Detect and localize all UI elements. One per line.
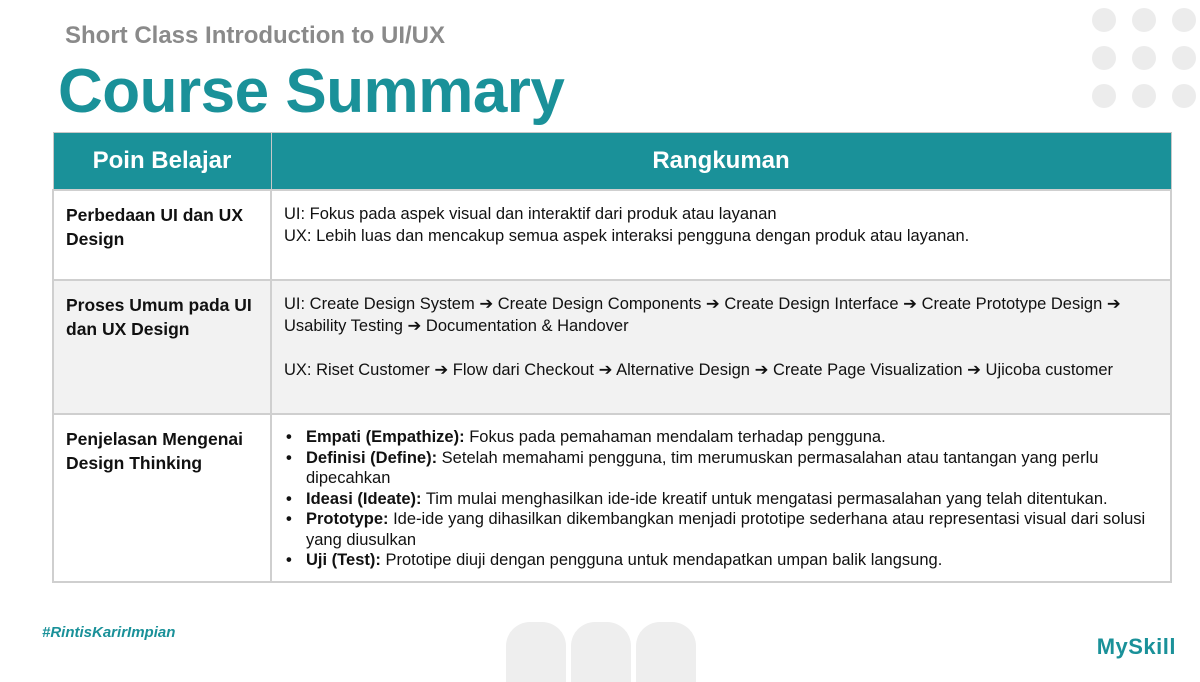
design-thinking-list xyxy=(284,427,1158,571)
list-item xyxy=(306,427,1158,448)
table-header-row xyxy=(53,133,1171,191)
decorative-arch xyxy=(506,622,566,682)
list-item-term: Ideasi (Ideate): xyxy=(306,489,422,508)
decorative-arch xyxy=(636,622,696,682)
summary-line: UX: Riset Customer ➔ Flow dari Checkout ➔ Alternative Design ➔ Create Page Visualization ➔ Ujicoba customer xyxy=(284,361,1114,379)
list-item-term: Definisi (Define): xyxy=(306,448,438,467)
list-item xyxy=(306,448,1158,489)
list-item xyxy=(306,489,1158,510)
column-header-summary: Rangkuman xyxy=(271,133,1171,191)
list-item-desc: Setelah memahami pengguna, tim merumuskan permasalahan atau tantangan yang perlu dipecahkan xyxy=(306,448,1099,487)
summary-line: UX: Lebih luas dan mencakup semua aspek interaksi pengguna dengan produk atau layanan. xyxy=(284,227,970,245)
row-point-ui-ux-difference: Perbedaan UI dan UX Design xyxy=(53,190,271,280)
list-item-desc: Tim mulai menghasilkan ide-ide kreatif untuk mengatasi permasalahan yang telah ditentukan. xyxy=(421,489,1108,508)
row-summary-design-process xyxy=(271,280,1171,414)
decorative-dot-grid xyxy=(1092,8,1200,112)
list-item xyxy=(306,509,1158,550)
row-summary-ui-ux-difference xyxy=(271,190,1171,280)
list-item-desc: Fokus pada pemahaman mendalam terhadap pengguna. xyxy=(464,428,886,446)
summary-line: UI: Fokus pada aspek visual dan interaktif dari produk atau layanan xyxy=(284,205,777,223)
brand-logo: MySkill xyxy=(1096,634,1176,659)
slide-subtitle: Short Class Introduction to UI/UX xyxy=(65,22,446,49)
course-summary-table xyxy=(52,132,1172,583)
column-header-point: Poin Belajar xyxy=(53,133,271,191)
row-summary-design-thinking xyxy=(271,414,1171,582)
list-item-desc: Ide-ide yang dihasilkan dikembangkan menjadi prototipe sederhana atau representasi visual dari solusi yang diusulkan xyxy=(306,510,1146,549)
list-item-term: Prototype: xyxy=(306,510,389,528)
table-row xyxy=(53,414,1171,582)
table-row xyxy=(53,190,1171,280)
summary-line: UI: Create Design System ➔ Create Design Components ➔ Create Design Interface ➔ Create Prototype Design ➔ Usability Testing ➔ Documentation & Handover xyxy=(284,295,1121,335)
list-item-term: Uji (Test): xyxy=(306,551,381,569)
row-point-design-process: Proses Umum pada UI dan UX Design xyxy=(53,280,271,414)
hashtag-label: #RintisKarirImpian xyxy=(42,624,176,641)
table-row xyxy=(53,280,1171,414)
list-item-term: Empati (Empathize): xyxy=(306,428,465,446)
row-point-design-thinking: Penjelasan Mengenai Design Thinking xyxy=(53,414,271,582)
list-item-desc: Prototipe diuji dengan pengguna untuk mendapatkan umpan balik langsung. xyxy=(380,551,943,569)
decorative-arch xyxy=(571,622,631,682)
list-item xyxy=(306,550,1158,571)
slide-title: Course Summary xyxy=(58,57,565,126)
